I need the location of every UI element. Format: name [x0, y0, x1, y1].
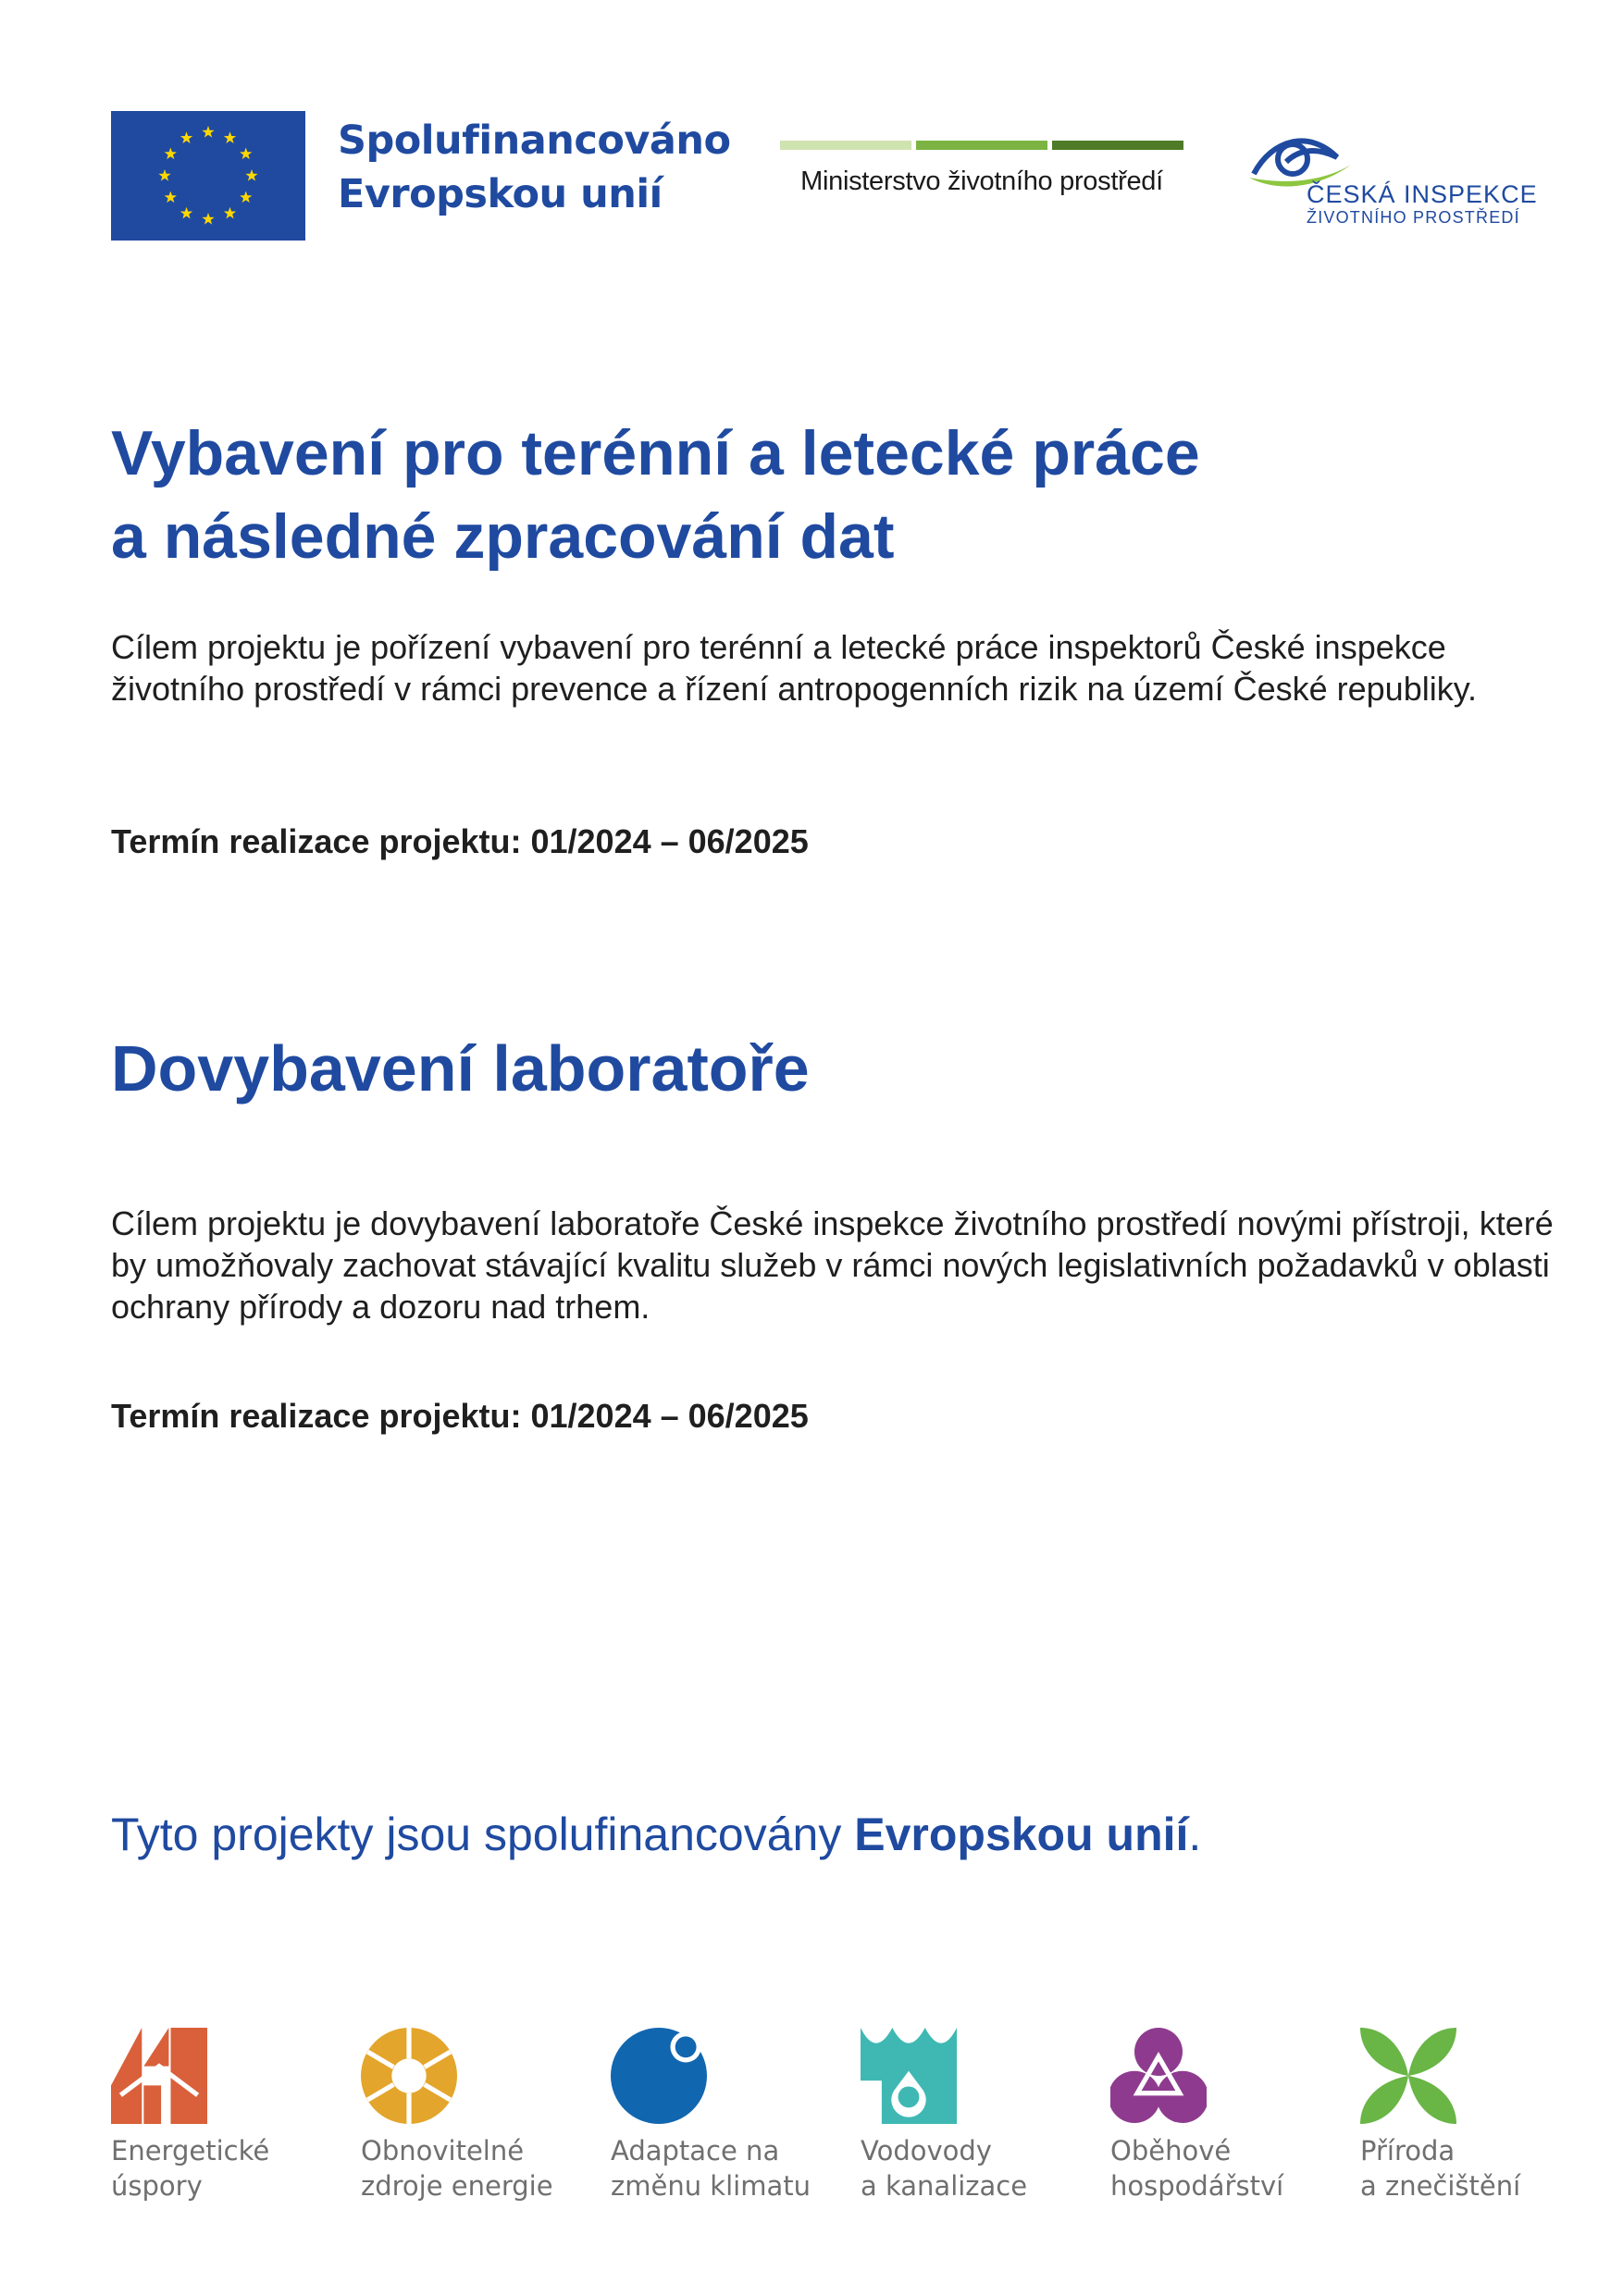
eu-flag-logo — [111, 111, 305, 241]
energy-savings-icon — [111, 2028, 207, 2124]
icon-label-line2: a znečištění — [1360, 2170, 1521, 2202]
eu-star-icon — [224, 131, 236, 143]
project2-description: Cílem projektu je dovybavení laboratoře České inspekce životního prostředí novými přístroji, které by umožňovaly zachovat stávající kvalitu služeb v rámci nových legislativních požadavků v oblasti ochrany přírody a dozoru nad trhem. — [111, 1204, 1554, 1326]
ministry-name: Ministerstvo životního prostředí — [800, 167, 1163, 196]
icon-item-water — [861, 2028, 1083, 2203]
ministry-logo — [780, 141, 1183, 197]
icon-label-energy-savings — [111, 2133, 333, 2203]
eu-stars-icon — [111, 111, 305, 241]
eu-star-icon — [180, 131, 192, 143]
cizp-line-2: ŽIVOTNÍHO PROSTŘEDÍ — [1307, 208, 1520, 227]
renewables-icon — [361, 2028, 457, 2124]
icon-label-line2: změnu klimatu — [611, 2170, 811, 2202]
eu-star-icon — [180, 207, 192, 219]
project2-title: Dovybavení laboratoře — [111, 1032, 810, 1105]
icon-label-line1: Oběhové — [1110, 2135, 1232, 2166]
icon-label-climate-adaptation — [611, 2133, 833, 2203]
circular-economy-icon — [1110, 2028, 1207, 2124]
icon-item-circular-economy — [1110, 2028, 1332, 2203]
icon-label-line1: Příroda — [1360, 2135, 1456, 2166]
icon-item-nature — [1360, 2028, 1582, 2203]
icon-label-line2: úspory — [111, 2170, 203, 2202]
icon-item-renewables — [361, 2028, 583, 2203]
cofunding-period: . — [1188, 1808, 1202, 1860]
eu-star-icon — [158, 169, 170, 181]
icon-label-line1: Obnovitelné — [361, 2135, 525, 2166]
cofunding-text: Tyto projekty jsou spolufinancovány — [111, 1808, 855, 1860]
cofunding-statement — [111, 1807, 1201, 1862]
ministry-color-bars — [780, 141, 1183, 150]
eu-star-icon — [240, 191, 252, 204]
icon-label-line2: zdroje energie — [361, 2170, 553, 2202]
icon-item-energy-savings — [111, 2028, 333, 2203]
eu-star-icon — [202, 126, 214, 138]
project1-title-line2: a následné zpracování dat — [111, 501, 895, 572]
eu-star-icon — [165, 148, 177, 160]
nature-icon — [1360, 2028, 1456, 2124]
cizp-line-1: ČESKÁ INSPEKCE — [1307, 180, 1538, 208]
eu-star-icon — [202, 213, 214, 225]
project1-title-line1: Vybavení pro terénní a letecké práce — [111, 418, 1200, 488]
icon-label-nature — [1360, 2133, 1582, 2203]
icon-label-line1: Adaptace na — [611, 2135, 780, 2166]
cizp-logo-text — [1307, 180, 1538, 229]
eu-line-1: Spolufinancováno — [338, 117, 731, 164]
icon-item-climate-adaptation — [611, 2028, 833, 2203]
icon-label-renewables — [361, 2133, 583, 2203]
project1-description: Cílem projektu je pořízení vybavení pro terénní a letecké práce inspektorů České inspekce životního prostředí v rámci prevence a řízení antropogenních rizik na území České republiky. — [111, 628, 1478, 708]
eu-star-icon — [245, 169, 257, 181]
icon-label-line2: a kanalizace — [861, 2170, 1028, 2202]
icon-label-circular-economy — [1110, 2133, 1332, 2203]
eu-line-2: Evropskou unií — [338, 171, 663, 217]
eu-cofunded-text — [338, 114, 731, 221]
icon-label-line1: Vodovody — [861, 2135, 992, 2166]
project1-term: Termín realizace projektu: 01/2024 – 06/2025 — [111, 822, 809, 860]
climate-adaptation-icon — [611, 2028, 707, 2124]
cofunding-emphasis: Evropskou unií — [854, 1808, 1189, 1860]
eu-star-icon — [165, 191, 177, 204]
project2-term: Termín realizace projektu: 01/2024 – 06/2025 — [111, 1397, 809, 1435]
eu-star-icon — [240, 148, 252, 160]
icon-label-line1: Energetické — [111, 2135, 270, 2166]
icon-label-water — [861, 2133, 1083, 2203]
project1-title — [111, 412, 1499, 578]
eu-star-icon — [224, 207, 236, 219]
icon-label-line2: hospodářství — [1110, 2170, 1284, 2202]
water-icon — [861, 2028, 957, 2124]
